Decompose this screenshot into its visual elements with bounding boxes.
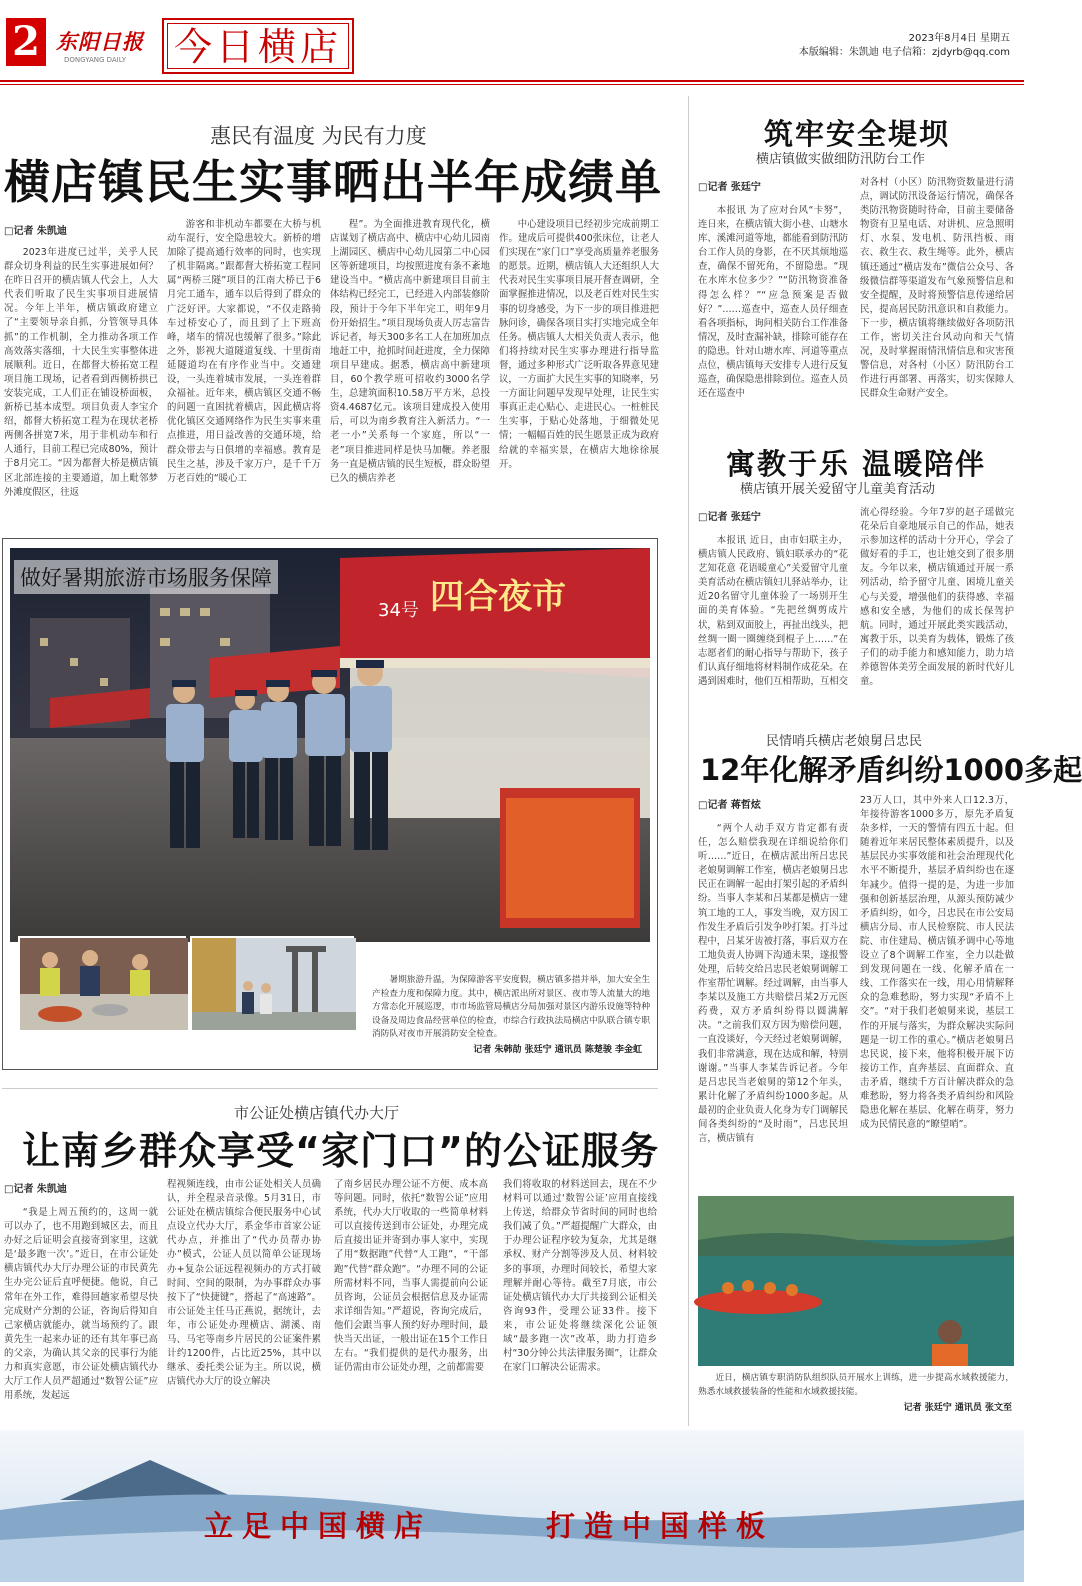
editor-info: 本版编辑：朱凯迪 电子信箱：zjdyrb@qq.com (798, 47, 1010, 58)
main-article-title: 横店镇民生实事晒出半年成绩单 (4, 155, 662, 209)
main-article-subtitle: 惠民有温度 为民有力度 (210, 124, 427, 148)
water-rescue-illustration (698, 1196, 1014, 1366)
night-market-sign: 四合夜市 (430, 577, 566, 617)
footer-slogan-left: 立足中国横店 (204, 1509, 433, 1543)
paper-name-en: DONGYANG DAILY (64, 56, 126, 64)
kitchen-inspection-illustration (20, 938, 188, 1030)
night-market-patrol-photo (10, 548, 650, 942)
water-rescue-caption: 近日，横店镇专职消防队组织队员开展水上训练，进一步提高水域救援能力，熟悉水域救援装备的性能和水域救援技能。 (698, 1373, 1014, 1397)
main-article-col-3: 程”。为全面推进教育现代化，横店谋划了横店高中、横店中心幼儿园南上湖园区、横店中心幼儿园第二中心园区等新建项目，均按照进度有条不紊地建设当中。“横店高中新建项目目前主体结构已经完工，已经进入内部装修阶段，预计于今年下半年完工，明年9月份开始招生。”项目现场负责人厉志富告诉记者，每天300多名工人在加班加点地赶工中，抢抓时间赶进度，全力保障项目早建成。据悉，横店高中新建项目，60个教学班可招收约3000名学生，总建筑面积10.58万平方米，总投资4.4687亿元。该项目建成投入使用后，可以为南乡教育注入新活力。“一老一小”关系每一个家庭，所以“一老”项目推进同样是快马加鞭。养老服务一直是横店镇的民生短板，群众盼望已久的横店养老 (330, 219, 490, 484)
section-title: 今日横店 (167, 23, 349, 69)
flood-article-title: 筑牢安全堤坝 (764, 117, 951, 151)
issue-date: 2023年8月4日 星期五 (908, 33, 1010, 44)
flood-article-col-2: 对各村（小区）防汛物资数量进行清点，调试防汛设备运行情况，确保各类防汛物资随时待命，目前主要储备物资有卫星电话、对讲机、应急照明灯、水泵、发电机、防汛挡板、雨衣、救生衣、救生绳等。此外，横店镇还通过“横店发布”微信公众号、各级微信群等渠道发布气象预警信息和安全提醒，及时将预警信息传递给居民，提高居民防汛意识和自救能力。下一步，横店镇将继续做好各项防汛工作，密切关注台风动向和天气情况，及时掌握雨情汛情信息和灾害预警信息，对各村（小区）防汛防台工作进行再部署、再落实，切实保障人民群众生命财产安全。 (860, 177, 1014, 400)
flood-article-byline: □记者 张廷宁 (698, 182, 761, 193)
notary-article-col-3: 了南乡居民办理公证不方便、成本高等问题。同时，依托“数智公证”应用系统，代办大厅收取的一些简单材料可以直接传送到市公证处，办理完成后直接出证并寄到办事人家中，实现了用“数据跑”代替“人工跑”，“干部跑”代替“群众跑”。“办理不同的公证所需材料不同，当事人需提前向公证员咨询，公证员会根据信息及办证需求详细告知。”严超说，咨询完成后，他们会跟当事人预约好办理时间，最快当天出证，一般出证在15个工作日左右。“我们提供的是代办服务，出证仍需由市公证处办理，之前都需要 (334, 1179, 488, 1374)
section-divider (2, 1088, 658, 1089)
notary-article-col-4: 我们将收取的材料送回去，现在不少材料可以通过‘数智公证’应用直接线上传送，给群众节省时间的同时也给我们减了负。”严超提醒广大群众，由于办理公证程序较为复杂，尤其是继承权、财产分割等涉及人员、材料较多的事项，办理时间较长，希望大家理解并耐心等待。截至7月底，市公证处横店镇代办大厅共接到公证相关咨询93件，受理公证33件。接下来，市公证处将继续深化公证领域“最多跑一次”改革，助力打造乡村“30分钟公共法律服务圈”，让群众在家门口解决公证需求。 (503, 1179, 657, 1374)
flood-article-col-1: 本报讯 为了应对台风“卡努”，连日来，在横店镇大街小巷、山塘水库、溪滩河道等地，都能看到防汛防台工作人员的身影，在不厌其烦地巡查，确保不留死角，不留隐患。“现在水库水位多少？”“防汛物资准备得怎么样？”“应急预案是否做好？”……巡查中，巡查人员仔细查看各项指标，询问相关防台工作准备情况，及时查漏补缺，排除可能存在的隐患。针对山塘水库、河道等重点点位，横店镇每天安排专人进行反复巡查，确保隐患排除到位。巡查人员还在巡查中 (698, 205, 849, 400)
photo-feature-title: 做好暑期旅游市场服务保障 (14, 560, 278, 594)
art-article-col-1: 本报讯 近日，由市妇联主办，横店镇人民政府、镇妇联承办的“花艺知花意 花语暖童心”关爱留守儿童美育活动在横店镇妇儿驿站举办，让近20名留守儿童体验了一场别开生面的美育体验。“先把丝绸剪成片状，粘到双面胶上，再扯出线头，把丝绸一圈一圈缠绕到棍子上……”在志愿者们的耐心指导与帮助下，孩子们认真仔细地将材料制作成花朵。在遇到困难时，他们互相帮助，互相交 (698, 535, 849, 687)
inspection-thumbnail-photo (18, 936, 186, 1028)
water-rescue-credit: 记者 张廷宁 通讯员 张文至 (903, 1403, 1012, 1413)
main-article-col-4: 中心建设项目已经初步完成前期工作。建成后可提供400张床位，让老人们实现在“家门口”享受高质量养老服务的愿景。近期，横店镇人大还组织人大代表对民生实事项目展开督查调研，全面掌握推进情况，以及老百姓对民生实事的切身感受，为下一步的项目推进把脉问诊，确保各项目实打实地完成全年任务。横店镇人大相关负责人表示，他们将持续对民生实事办理进行指导监督，通过多种形式广泛听取各界意见建议，一方面扩大民生实事的知晓率，另一方面让问题早发现早处理，让民生实事真正走心贴心、走进民心。一桩桩民生实事，于贴心处落地，于细微处见情；一幅幅百姓的民生愿景正成为政府给就的幸福实景，在横店大地徐徐展开。 (499, 219, 659, 470)
masthead-rule-thin (0, 84, 1024, 85)
photo-feature-credit: 记者 朱韩劼 张廷宁 通讯员 陈楚骏 李金虹 (473, 1045, 642, 1055)
notary-article-byline: □记者 朱凯迪 (4, 1184, 67, 1195)
masthead-rule (0, 80, 1024, 82)
footer-slogan-right: 打造中国样板 (546, 1509, 775, 1543)
night-market-illustration (10, 548, 650, 942)
mediator-article-col-2: 23万人口，其中外来人口12.3万，年接待游客1000多万，原先矛盾复杂多样，一天的警情有四五十起。但随着近年来居民整体素质提升，以及基层民办实事效能和社会治理现代化水平不断提升，基层矛盾纠纷也在逐年减少。值得一提的是，为进一步加强和创新基层治理，从源头预防减少矛盾纠纷，如今，吕忠民在市公安局横店分局、市人民检察院、市人民法院、市住建局、横店镇矛调中心等地设立了8个调解工作室，全力以赴做到发现问题在一线、化解矛盾在一线、工作落实在一线，用心用情解释众的急难愁盼，努力实现“矛盾不上交”。“对于我们老娘舅来说，基层工作的开展与落实，为群众解决实际问题是一切工作的重心。”横店老娘舅吕忠民说，接下来，他将积极开展下访接访工作，直奔基层、直面群众、直击矛盾，继续千方百计解决群众的急难愁盼，努力将各类矛盾纠纷和风险隐患化解在基层、化解在萌芽，努力成为民情民意的“瞭望哨”。 (860, 795, 1014, 1131)
amusement-inspection-thumbnail-photo (190, 936, 354, 1028)
photo-feature-caption: 暑期旅游升温，为保障游客平安度假，横店镇多措并举，加大安全生产检查力度和保障力度。其中，横店派出所对景区、夜市等人流量大的地方常态化开展巡逻，市市场监管局横店分局加强对景区内游乐设施等特种设备及周边食品经营单位的检查，市综合行政执法局横店中队联合镇专职消防队对夜市开展消防安全检查。 (372, 975, 651, 1039)
notary-article-col-1: “我是上周五预约的，这周一就可以办了，也不用跑到城区去，而且办好之后证明会直接寄到家里，这就是‘最多跑一次’。”近日，在市公证处横店镇代办大厅办理公证的市民黄先生办完公证后直呼便捷。他说，自己常年在外工作，难得回趟家希望尽快完成财产分割的公证，咨询后得知自己家横店就能办，就当场预约了。跟黄先生一起来办证的还有其年事已高的父亲，为确认其父亲的民事行为能力和真实意愿，市公证处横店镇代办大厅工作人员严超通过“数智公证”应用系统，发起远 (4, 1207, 158, 1402)
amusement-park-illustration (192, 938, 356, 1030)
main-article-col-1: 2023年进度已过半，关乎人民群众切身利益的民生实事进展如何？在昨日召开的横店镇人代会上，人大代表们听取了民生实事项目进展情况。今年上半年，横店镇政府建立了“主要领导亲自抓，分管领导具体抓”的工作机制，全力推动各项工作高效落实落细，十大民生实事整体进展顺利。近日，在都督大桥拓宽工程项目施工现场，记者看到西侧桥拱已安装完成，工人们正在铺设桥面板，新桥已基本成型。项目负责人李宝介绍，都督大桥拓宽工程为在现状老桥两侧各拼宽7米，用于非机动车和行人通行，目前工程已完成80%，预计于8月完工。“因为都督大桥是横店镇区北部连接的主要通道，加上毗邻梦外滩度假区，往返 (4, 247, 158, 498)
section-title-box (162, 18, 354, 74)
column-divider (688, 96, 689, 1426)
mediator-article-title: 12年化解矛盾纠纷1000多起 (700, 753, 1082, 787)
masthead (0, 0, 1024, 90)
landscape-banner-illustration (0, 1430, 1024, 1582)
page-number: 2 (6, 18, 46, 66)
art-article-subtitle: 横店镇开展关爱留守儿童美育活动 (740, 482, 936, 497)
main-article-col-2: 游客和非机动车都要在大桥与机动车混行，安全隐患较大。新桥的增加除了提高通行效率的同时，也实现了机非隔离。”跟都督大桥拓宽工程同属“两桥三隧”项目的江南大桥已于6月完工通车，通车以后得到了群众的广泛好评。大家都说，“不仅走路骑车过桥安心了，而且到了上下班高峰，堵车的情况也缓解了很多。”除此之外，影视大道隧道复线、十里街南延隧道均在有序作业当中。交通建设，一头连着城市发展，一头连着群众福祉。近年来，横店镇区交通不畅的问题一直困扰着横店，因此横店将优化镇区交通网络作为民生实事来重点推进，用日益改善的交通环境，给群众带去与日俱增的幸福感。教育是民生之基，涉及千家万户，是千千万万老百姓的“暖心工 (167, 219, 321, 484)
mediator-article-subtitle: 民情哨兵横店老娘舅吕忠民 (766, 734, 923, 749)
notary-article-title: 让南乡群众享受“家门口”的公证服务 (22, 1129, 659, 1173)
main-article-byline: □记者 朱凯迪 (4, 226, 67, 237)
notary-article-col-2: 程视频连线，由市公证处相关人员确认，并全程录音录像。5月31日，市公证处在横店镇综合便民服务中心试点设立代办大厅，系金华市首家公证代办点，并推出了“代办员帮办协办”模式，公证人员以简单公证现场办+复杂公证远程视频办的方式打破时间、空间的限制，为办事群众办事按下了“快捷键”，搭起了“高速路”。市公证处主任马正燕说，据统计，去年，市公证处办理横店、湖溪、南马、马宅等南乡片居民的公证案件累计约1200件，占比近25%，其中以继承、委托类公证为主。所以说，横店镇代办大厅的设立解决 (167, 1179, 321, 1388)
paper-logo (56, 26, 148, 64)
footer-banner (0, 1430, 1024, 1582)
stall-number-sign: 34号 (378, 600, 419, 621)
art-article-title: 寓教于乐 温暖陪伴 (726, 447, 987, 481)
notary-article-subtitle: 市公证处横店镇代办大厅 (234, 1104, 400, 1122)
mediator-article-col-1: “两个人动手双方肯定都有责任，怎么赔偿我现在详细说给你们听……”近日，在横店派出所吕忠民老娘舅调解工作室，横店老娘舅吕忠民正在调解一起由打架引起的矛盾纠纷。当事人李某和吕某都是横店一建筑工地的工人，事发当晚，双方因工作发生矛盾后引发争吵打架。打斗过程中，吕某牙齿被打落，事后双方在工地负责人协调下沟通未果，遂报警处理，后转交给吕忠民老娘舅调解工作室帮忙调解。经过调解，由当事人李某以及施工方共赔偿吕某2万元医药费，双方矛盾纠纷得以圆满解决。“之前我们双方因为赔偿问题，一直没谈好，今天经过老娘舅调解，我们非常满意，现在达成和解，特别谢谢。”当事人李某告诉记者。今年是吕忠民当老娘舅的第12个年头，累计化解了矛盾纠纷1000多起。从最初的企业负责人化身为专门调解民间各类纠纷的“及时雨”，吕忠民坦言，横店镇有 (698, 823, 849, 1145)
mediator-article-byline: □记者 蒋哲炫 (698, 800, 761, 811)
water-rescue-training-photo (698, 1196, 1014, 1366)
art-article-col-2: 流心得经验。今年7岁的赵子瑶做完花朵后自豪地展示自己的作品，她表示参加这样的活动十分开心，学会了做好看的手工，也让她交到了很多朋友。今年以来，横店镇通过开展一系列活动，给予留守儿童、困境儿童关心与关爱，增强他们的获得感、幸福感和安全感，为他们的成长保驾护航。同时，通过开展此类实践活动，寓教于乐，以美育为载体，锻炼了孩子们的动手能力和感知能力，助力培养德智体美劳全面发展的新时代好儿童。 (860, 507, 1014, 688)
art-article-byline: □记者 张廷宁 (698, 512, 761, 523)
flood-article-subtitle: 横店镇做实做细防汛防台工作 (756, 152, 926, 167)
paper-name: 东阳日报 (56, 29, 144, 54)
date-line (799, 32, 1010, 60)
